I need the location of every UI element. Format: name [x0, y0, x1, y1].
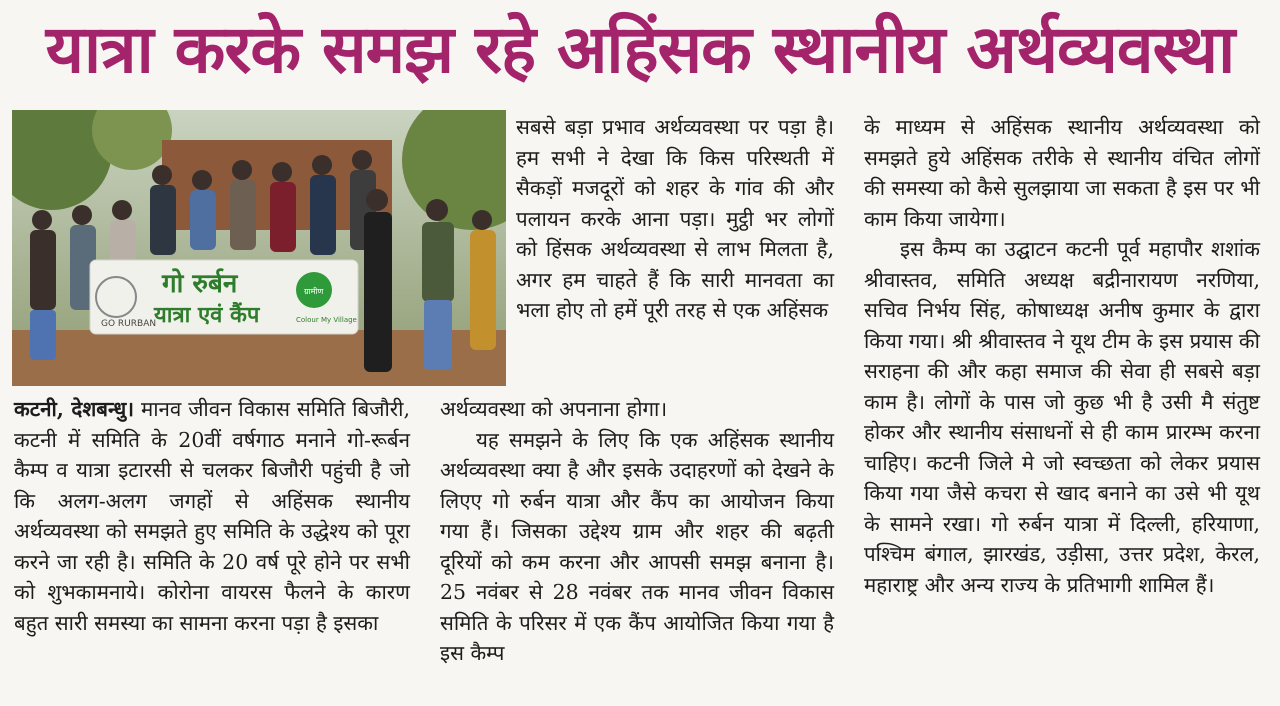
- banner-logo-right: ग्रामीण: [304, 287, 324, 296]
- article-column-3: [864, 112, 1260, 600]
- banner-logo-right-subtext: Colour My Village: [296, 316, 357, 324]
- col1-text: मानव जीवन विकास समिति बिजौरी, कटनी में समिति के 20वीं वर्षगाठ मनाने गो-रूर्बन कैम्प व यात्रा इटारसी से चलकर बिजौरी पहुंची है जो कि अलग-अलग जगहों से अहिंसक स्थानीय अर्थव्यवस्था को समझते हुए समिति के उद्धेश्य को पूरा करने जा रही है। समिति के 20 वर्ष पूरे होने पर सभी को शुभकामनाये। कोरोना वायरस फैलने के कारण बहुत सारी समस्या का सामना करना पड़ा है इसका: [14, 397, 410, 635]
- article-column-1: [14, 394, 410, 638]
- banner-text-line2: यात्रा एवं कैंप: [154, 303, 260, 328]
- banner-logo-left: GO RURBAN: [101, 319, 157, 329]
- headline: यात्रा करके समझ रहे अहिंसक स्थानीय अर्थव्यवस्था: [45, 11, 1235, 88]
- news-photo: [12, 110, 506, 386]
- col2b-lead: अर्थव्यवस्था को अपनाना होगा।: [440, 397, 668, 421]
- dateline: कटनी, देशबन्धु।: [14, 397, 135, 421]
- banner-text-line1: गो रुर्बन: [162, 269, 238, 299]
- article-column-2-bottom: [440, 394, 834, 669]
- col3-para-1: के माध्यम से अहिंसक स्थानीय अर्थव्यवस्था को समझते हुये अहिंसक तरीके से स्थानीय वंचित लोगों की समस्या को कैसे सुलझाया जा सकता है इस पर भी काम किया जायेगा।: [864, 115, 1260, 231]
- col2b-text: यह समझने के लिए कि एक अहिंसक स्थानीय अर्थव्यवस्था क्या है और इसके उदाहरणों को देखने के लिएए गो रुर्बन यात्रा और कैंप का आयोजन किया गया हैं। जिसका उद्देश्य ग्राम और शहर की बढ़ती दूरियों को कम करना और आपसी समझ बनाना है। 25 नवंबर से 28 नवंबर तक मानव जीवन विकास समिति के परिसर में एक कैंप आयोजित किया गया है इस कैम्प: [440, 427, 834, 665]
- group-photo-illustration: [12, 110, 506, 386]
- article-column-2-top: [516, 112, 834, 326]
- col3-para-2: इस कैम्प का उद्घाटन कटनी पूर्व महापौर शशांक श्रीवास्तव, समिति अध्यक्ष बद्रीनारायण नरणिया, सचिव निर्भय सिंह, कोषाध्यक्ष अनीष कुमार के द्वारा किया गया। श्री श्रीवास्तव ने यूथ टीम के इस प्रयास की सराहना की और कहा समाज की सेवा ही सबसे बड़ा काम है। लोगों के पास जो कुछ भी है उसी मै संतुष्ट होकर और स्थानीय संसाधनों से ही काम प्रारम्भ करना चाहिए। कटनी जिले मे जो स्वच्छता को लेकर प्रयास किया गया जैसे कचरा से खाद बनाने का उसे भी यूथ के सामने रखा। गो रुर्बन यात्रा में दिल्ली, हरियाणा, पश्चिम बंगाल, झारखंड, उड़ीसा, उत्तर प्रदेश, केरल, महाराष्ट्र और अन्य राज्य के प्रतिभागी शामिल हैं।: [864, 237, 1260, 597]
- col2a-text: सबसे बड़ा प्रभाव अर्थव्यवस्था पर पड़ा है। हम सभी ने देखा कि किस परिस्थती में सैकड़ों मजदूरों को शहर के गांव की और पलायन करके आना पड़ा। मुट्ठी भर लोगों को हिंसक अर्थव्यवस्था से लाभ मिलता है, अगर हम चाहते हैं कि सारी मानवता का भला होए तो हमें पूरी तरह से एक अहिंसक: [516, 115, 834, 322]
